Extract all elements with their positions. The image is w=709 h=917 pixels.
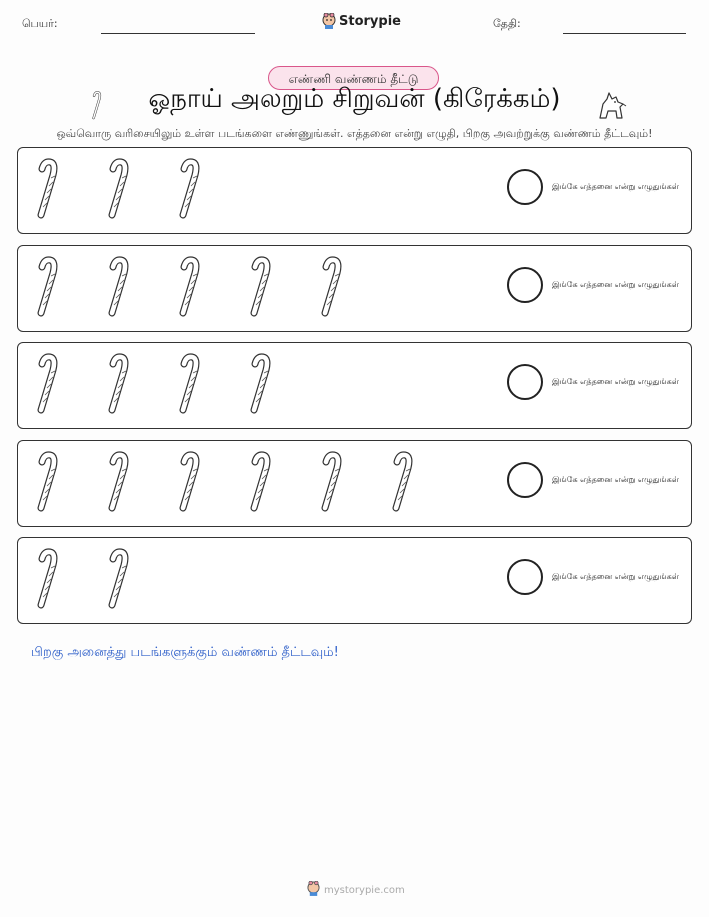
candy-cane-icon[interactable] (35, 352, 61, 414)
answer-circle[interactable] (507, 462, 543, 498)
counting-row (17, 147, 692, 234)
answer-prompt: இங்கே எத்தனை என்று எழுதுங்கள் (552, 572, 679, 581)
page-title: ஓநாய் அலறும் சிறுவன் (கிரேக்கம்) (148, 84, 561, 114)
answer-circle[interactable] (507, 559, 543, 595)
candy-cane-icon[interactable] (390, 450, 416, 512)
candy-cane-icon[interactable] (177, 352, 203, 414)
counting-row (17, 440, 692, 527)
wolf-icon (596, 90, 628, 126)
answer-prompt: இங்கே எத்தனை என்று எழுதுங்கள் (552, 182, 679, 191)
candy-cane-icon[interactable] (319, 450, 345, 512)
answer-prompt: இங்கே எத்தனை என்று எழுதுங்கள் (552, 377, 679, 386)
counting-row (17, 245, 692, 332)
candy-cane-icon[interactable] (106, 352, 132, 414)
name-line[interactable] (101, 33, 255, 34)
candy-cane-icon[interactable] (177, 157, 203, 219)
answer-prompt: இங்கே எத்தனை என்று எழுதுங்கள் (552, 475, 679, 484)
storypie-mascot-icon (307, 881, 320, 899)
name-label: பெயர்: (22, 17, 58, 30)
date-label: தேதி: (493, 17, 521, 30)
closing-instruction: பிறகு அனைத்து படங்களுக்கும் வண்ணம் தீட்டவும்! (31, 645, 339, 660)
candy-cane-icon[interactable] (248, 450, 274, 512)
candy-cane-icon[interactable] (248, 352, 274, 414)
date-line[interactable] (563, 33, 686, 34)
candy-cane-icon[interactable] (35, 450, 61, 512)
candy-cane-icon[interactable] (106, 547, 132, 609)
candy-cane-icon[interactable] (35, 255, 61, 317)
counting-row (17, 342, 692, 429)
brand-name: Storypie (339, 13, 401, 29)
answer-circle[interactable] (507, 169, 543, 205)
candy-cane-icon[interactable] (35, 157, 61, 219)
answer-circle[interactable] (507, 267, 543, 303)
brand-logo (322, 13, 401, 29)
candy-cane-icon[interactable] (106, 255, 132, 317)
candy-cane-icon[interactable] (248, 255, 274, 317)
counting-row (17, 537, 692, 624)
candy-cane-icon[interactable] (177, 255, 203, 317)
candy-cane-icon[interactable] (177, 450, 203, 512)
answer-circle[interactable] (507, 364, 543, 400)
answer-prompt: இங்கே எத்தனை என்று எழுதுங்கள் (552, 280, 679, 289)
candy-cane-icon[interactable] (106, 450, 132, 512)
site-footer (307, 881, 405, 899)
candy-cane-icon[interactable] (319, 255, 345, 317)
site-url[interactable]: mystorypie.com (324, 884, 405, 896)
instructions: ஒவ்வொரு வரிசையிலும் உள்ள படங்களை எண்ணுங்கள். எத்தனை என்று எழுதி, பிறகு அவற்றுக்கு வண்ணம் தீட்டவும்! (56, 127, 653, 140)
storypie-mascot-icon (322, 13, 336, 29)
candy-cane-icon[interactable] (35, 547, 61, 609)
worksheet-type-badge: எண்ணி வண்ணம் தீட்டு (268, 66, 439, 90)
candy-cane-icon[interactable] (106, 157, 132, 219)
